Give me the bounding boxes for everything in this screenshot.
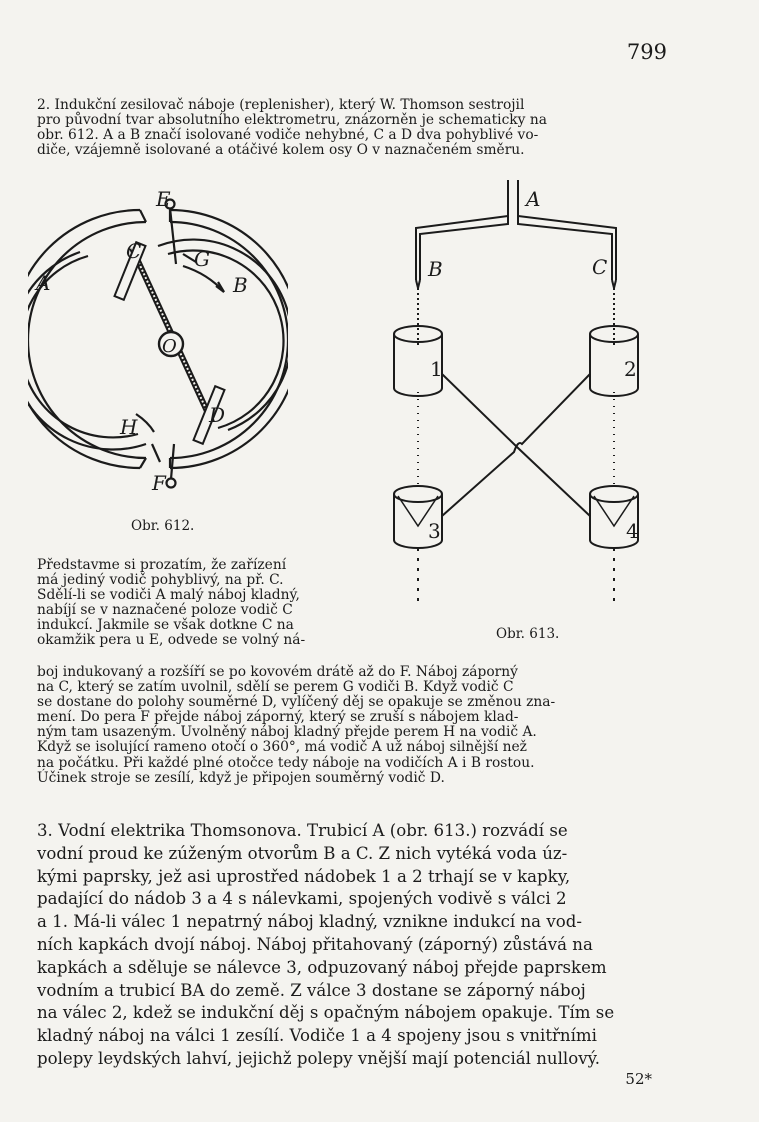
- text-line: ních kapkách dvojí náboj. Náboj přitahovaný (záporný) zůstává na: [37, 934, 593, 954]
- text-line: Představme si prozatím, že zařízení: [37, 557, 287, 573]
- label-D: D: [209, 403, 226, 427]
- text-line: 3. Vodní elektrika Thomsonova. Trubicí A (obr. 613.) rozvádí se: [37, 821, 568, 840]
- label-E: E: [156, 187, 171, 211]
- text-line: ným tam usazeným. Uvolněný náboj kladný přejde perem H na vodič A.: [37, 724, 537, 741]
- text-line: na počátku. Při každé plné otočce tedy náboje na vodičích A i B rostou.: [37, 754, 535, 771]
- text-line: na válec 2, kdež se indukční děj s opačným nábojem opakuje. Tím se: [37, 1003, 615, 1023]
- label-C: C: [126, 239, 142, 263]
- text-line: indukcí. Jakmile se však dotkne C na: [37, 617, 294, 634]
- text-line: vodním a trubicí BA do země. Z válce 3 dostane se záporný náboj: [37, 980, 586, 1000]
- label-A: A: [36, 271, 51, 295]
- text-line: kými paprsky, jež asi uprostřed nádobek 1 a 2 trhají se v kapky,: [37, 866, 571, 886]
- text-line: Sdělí-li se vodiči A malý náboj kladný,: [37, 587, 300, 604]
- body-wide-paragraph: [37, 665, 639, 786]
- text-line: nabíjí se v naznačené poloze vodič C: [37, 602, 293, 619]
- signature-mark: 52*: [625, 1070, 652, 1088]
- label-B: B: [428, 257, 443, 281]
- label-vessel-4: 4: [626, 519, 639, 543]
- text-line: kapkách a sděluje se nálevce 3, odpuzovaný náboj přejde paprskem: [37, 957, 607, 977]
- text-line: padající do nádob 3 a 4 s nálevkami, spojených vodivě s válci 2: [37, 889, 567, 909]
- label-C: C: [592, 255, 608, 279]
- label-vessel-2: 2: [624, 357, 637, 381]
- text-line: vodní proud ke zúženým otvorům B a C. Z nich vytéká voda úz-: [37, 843, 568, 863]
- text-line: 2. Indukční zesilovač náboje (replenisher), který W. Thomson sestrojil: [37, 97, 525, 113]
- section-3-paragraph: [37, 820, 641, 1071]
- figure-612-replenisher: [28, 182, 288, 502]
- body-narrow-paragraph: [37, 558, 363, 649]
- text-line: diče, vzájemně isolované a otáčivé kolem osy O v naznačeném směru.: [37, 142, 525, 159]
- label-O: O: [162, 336, 177, 357]
- figure-612-caption: Obr. 612.: [131, 518, 195, 534]
- text-line: Když se isolující rameno otočí o 360°, má vodič A už náboj silnější než: [37, 739, 527, 756]
- text-line: mení. Do pera F přejde náboj záporný, který se zruší s nábojem klad-: [37, 709, 519, 726]
- figure-613-water-dropper: [390, 176, 660, 616]
- text-line: Účinek stroje se zesílí, když je připojen souměrný vodič D.: [37, 769, 445, 786]
- text-line: polepy leydských lahví, jejichž polepy vnější mají potenciál nullový.: [37, 1048, 601, 1068]
- text-line: se dostane do polohy souměrné D, vylíčený děj se opakuje se změnou zna-: [37, 694, 556, 711]
- label-G: G: [194, 247, 210, 271]
- text-line: má jediný vodič pohyblivý, na př. C.: [37, 572, 284, 589]
- text-line: pro původní tvar absolutního elektrometru, znázorněn je schematicky na: [37, 112, 547, 129]
- label-H: H: [120, 415, 138, 439]
- text-line: kladný náboj na válci 1 zesílí. Vodiče 1 a 4 spojeny jsou s vnitřními: [37, 1026, 597, 1046]
- label-B: B: [233, 273, 248, 297]
- page-number: 799: [626, 40, 667, 64]
- text-line: boj indukovaný a rozšíří se po kovovém drátě až do F. Náboj záporný: [37, 664, 518, 680]
- label-vessel-1: 1: [430, 357, 443, 381]
- label-vessel-3: 3: [428, 519, 441, 543]
- label-F: F: [152, 471, 166, 495]
- text-line: na C, který se zatím uvolnil, sdělí se perem G vodiči B. Když vodič C: [37, 679, 514, 696]
- text-line: a 1. Má-li válec 1 nepatrný náboj kladný, vznikne indukcí na vod-: [37, 912, 582, 932]
- label-A: A: [526, 187, 541, 211]
- section-2-paragraph: [37, 98, 639, 158]
- figure-613-caption: Obr. 613.: [496, 626, 560, 642]
- text-line: okamžik pera u E, odvede se volný ná-: [37, 632, 306, 649]
- text-line: obr. 612. A a B značí isolované vodiče nehybné, C a D dva pohyblivé vo-: [37, 127, 539, 144]
